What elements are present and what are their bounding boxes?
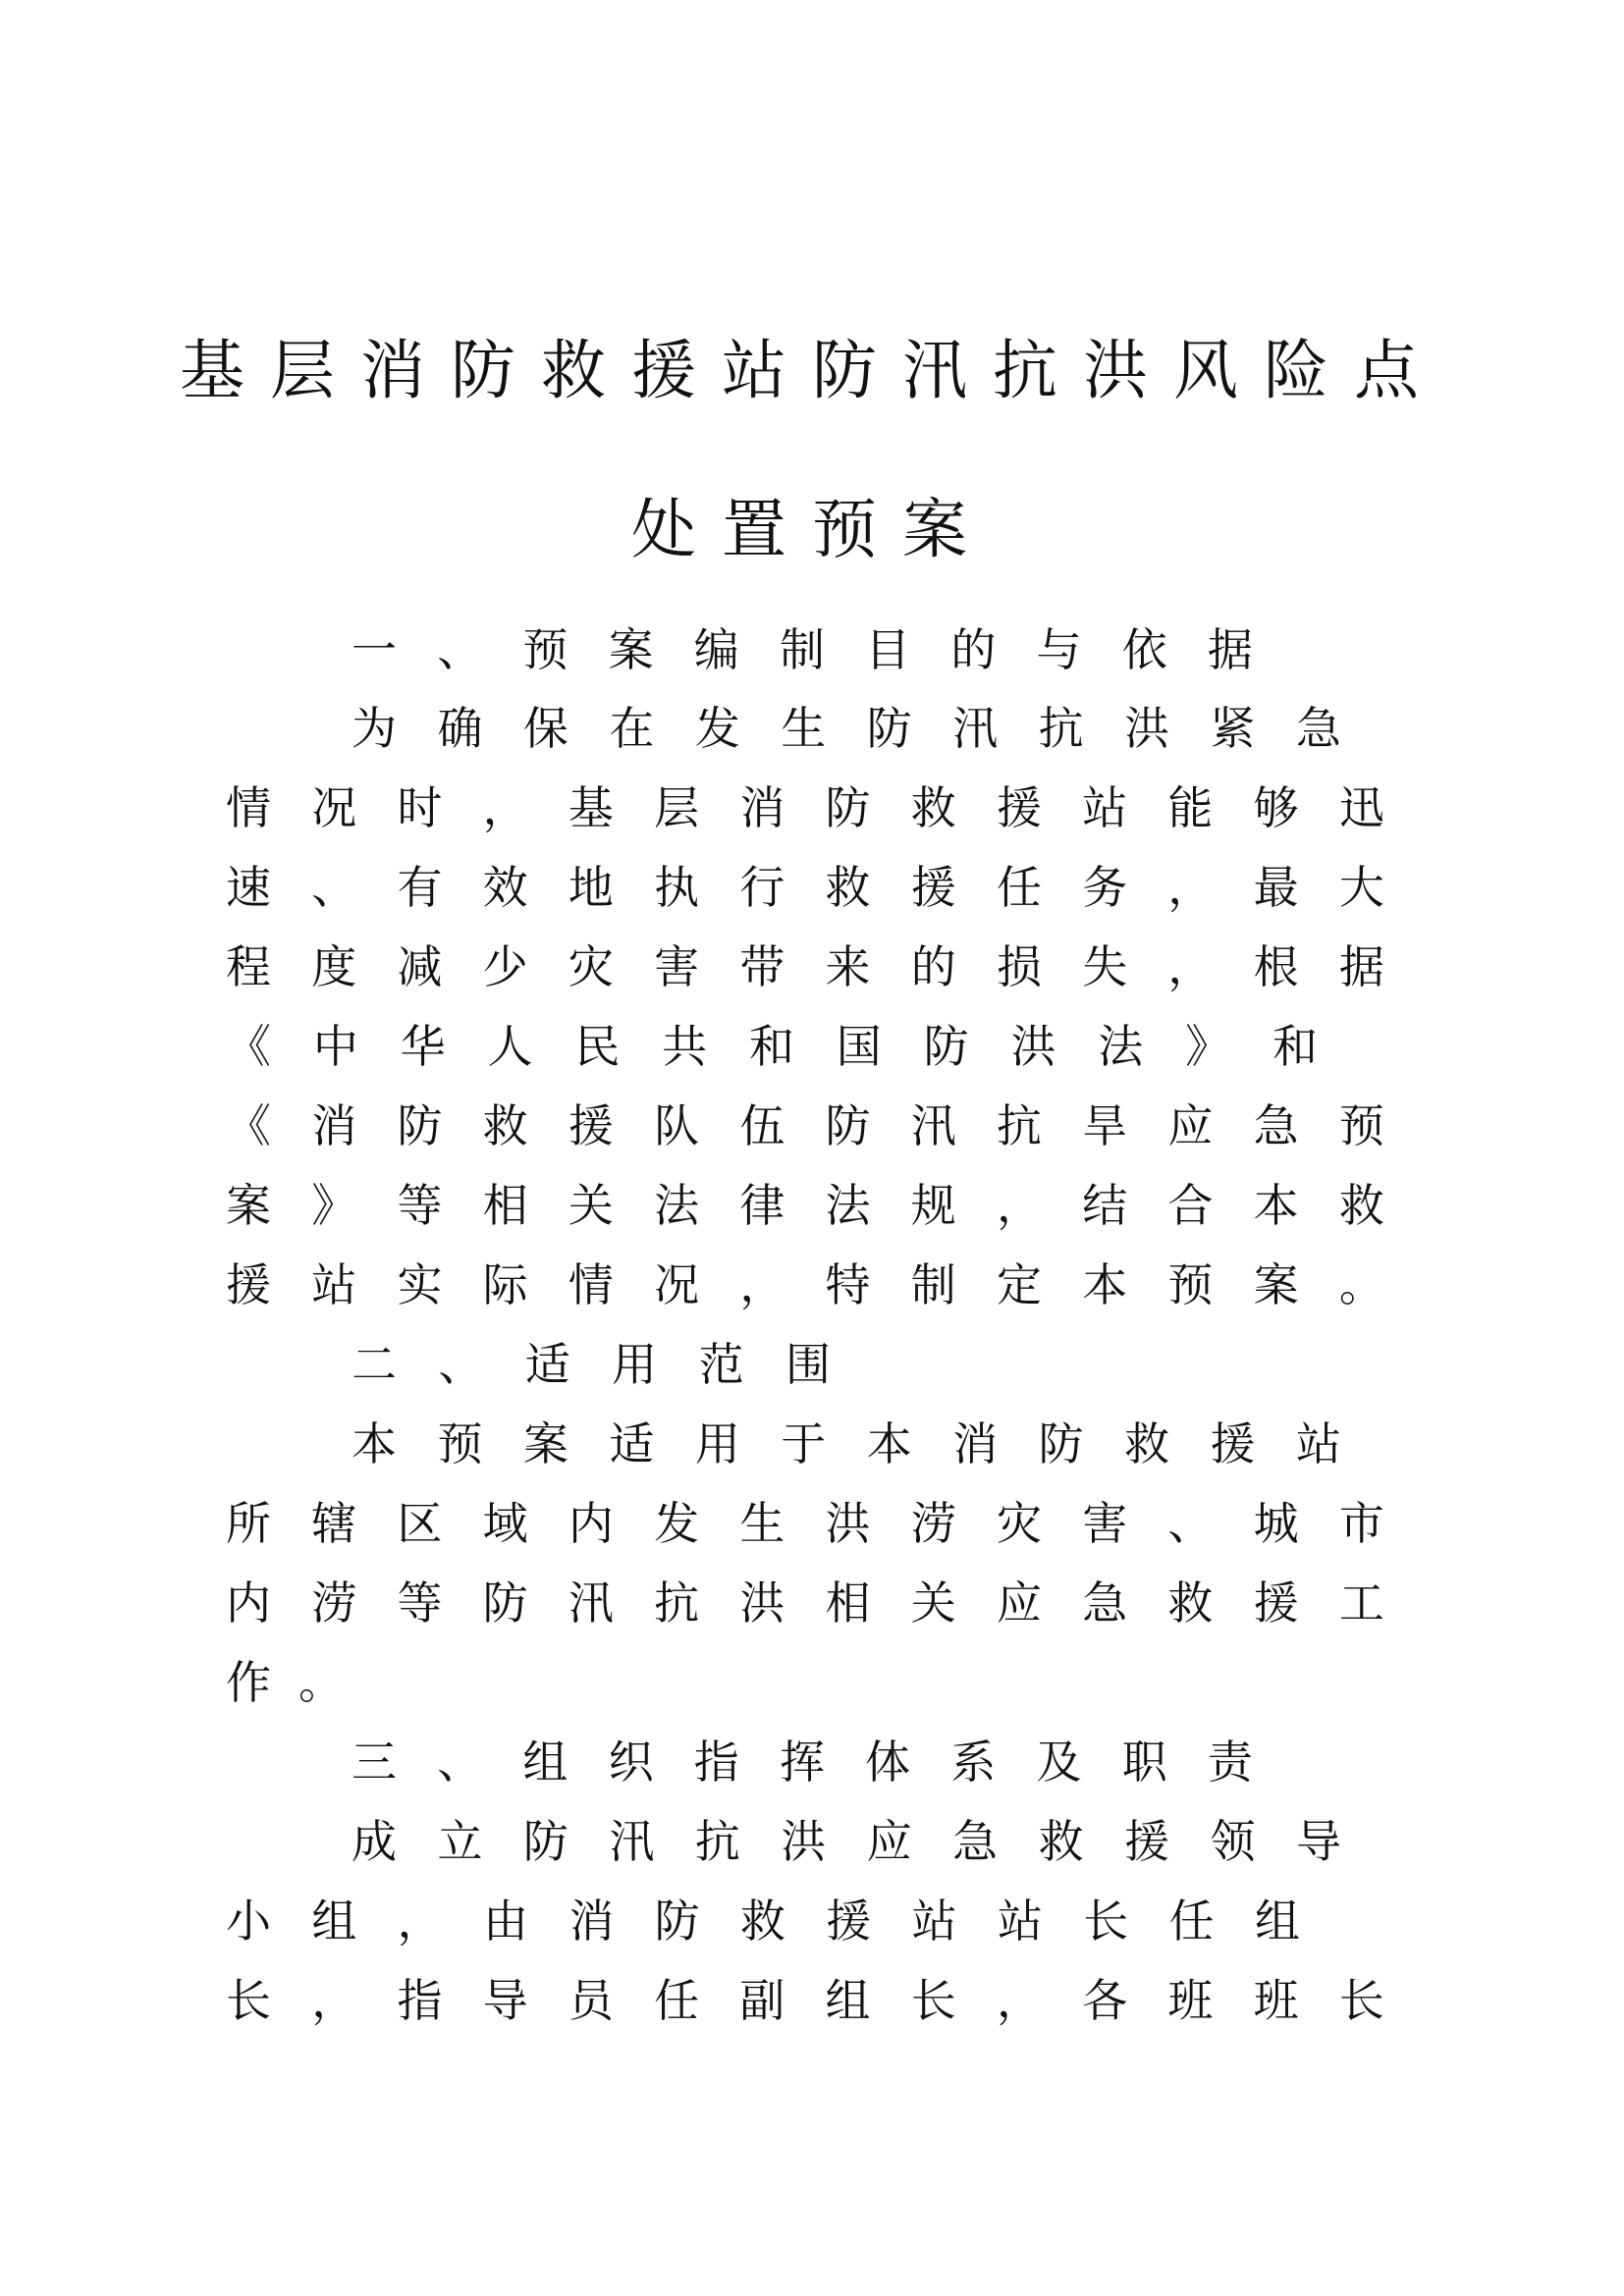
character: 度 bbox=[311, 940, 357, 993]
character: 防 bbox=[825, 1099, 871, 1152]
character: 三 bbox=[352, 1735, 397, 1789]
character: 救 bbox=[825, 861, 871, 914]
paragraph-line bbox=[226, 1176, 1384, 1235]
character: 所 bbox=[226, 1497, 271, 1550]
character: 适 bbox=[609, 1417, 655, 1470]
character: 和 bbox=[748, 1020, 794, 1073]
character: 组 bbox=[522, 1735, 568, 1789]
character: 任 bbox=[654, 1974, 700, 2027]
character: 生 bbox=[781, 702, 827, 755]
character: 涝 bbox=[910, 1497, 956, 1550]
character: 情 bbox=[568, 1258, 614, 1311]
character: 消 bbox=[311, 1099, 357, 1152]
character: 汛 bbox=[910, 1099, 956, 1152]
character: 职 bbox=[1121, 1735, 1167, 1789]
paragraph-line bbox=[226, 1653, 344, 1712]
character: 涝 bbox=[311, 1576, 357, 1629]
character: 据 bbox=[1207, 623, 1253, 676]
character: 确 bbox=[437, 702, 483, 755]
character: 体 bbox=[865, 1735, 911, 1789]
character: 为 bbox=[352, 702, 397, 755]
character: 和 bbox=[1272, 1020, 1318, 1073]
character: 围 bbox=[785, 1338, 831, 1391]
character: 系 bbox=[950, 1735, 997, 1789]
character: 织 bbox=[608, 1735, 654, 1789]
character: 实 bbox=[397, 1258, 443, 1311]
character: 紧 bbox=[1210, 702, 1256, 755]
character: 带 bbox=[739, 940, 785, 993]
paragraph-line bbox=[226, 1096, 1384, 1155]
character: 区 bbox=[397, 1497, 443, 1550]
character: 员 bbox=[568, 1974, 614, 2027]
character: 小 bbox=[226, 1895, 271, 1948]
character: 法 bbox=[1098, 1020, 1144, 1073]
character: 长 bbox=[226, 1974, 271, 2027]
character: 发 bbox=[694, 702, 740, 755]
character: 灾 bbox=[568, 940, 614, 993]
character: 、 bbox=[437, 623, 483, 676]
character: ， bbox=[1167, 940, 1214, 993]
character: 。 bbox=[1338, 1258, 1384, 1311]
character: 汛 bbox=[609, 1815, 655, 1868]
character: 救 bbox=[739, 1895, 785, 1948]
character: 法 bbox=[654, 1179, 700, 1232]
character: 在 bbox=[609, 702, 655, 755]
character: 救 bbox=[1338, 1179, 1384, 1232]
character: 特 bbox=[825, 1258, 871, 1311]
character: 制 bbox=[779, 623, 825, 676]
character: 的 bbox=[910, 940, 956, 993]
character: 定 bbox=[996, 1258, 1042, 1311]
character: 与 bbox=[1036, 623, 1082, 676]
character: 域 bbox=[482, 1497, 528, 1550]
character: 基 bbox=[568, 781, 614, 834]
character: 编 bbox=[693, 623, 739, 676]
character: 有 bbox=[397, 861, 443, 914]
character: 消 bbox=[739, 781, 785, 834]
character: 洪 bbox=[1010, 1020, 1056, 1073]
character: 预 bbox=[1167, 1258, 1214, 1311]
character: 害 bbox=[1082, 1497, 1128, 1550]
paragraph-line bbox=[352, 699, 1341, 758]
character: 防 bbox=[482, 1576, 528, 1629]
character: 站 bbox=[997, 1895, 1043, 1948]
character: ， bbox=[996, 1974, 1042, 2027]
character: 失 bbox=[1082, 940, 1128, 993]
character: 二 bbox=[352, 1338, 397, 1391]
character: 相 bbox=[825, 1576, 871, 1629]
character: 人 bbox=[487, 1020, 533, 1073]
character: 华 bbox=[400, 1020, 446, 1073]
character: 适 bbox=[524, 1338, 570, 1391]
character: 内 bbox=[568, 1497, 614, 1550]
character: 组 bbox=[825, 1974, 871, 2027]
character: 来 bbox=[825, 940, 871, 993]
character: 防 bbox=[923, 1020, 969, 1073]
character: 法 bbox=[825, 1179, 871, 1232]
character: ， bbox=[1167, 861, 1214, 914]
character: 范 bbox=[698, 1338, 744, 1391]
character: 防 bbox=[397, 1099, 443, 1152]
character: 时 bbox=[397, 781, 443, 834]
character: 导 bbox=[482, 1974, 528, 2027]
character: 援 bbox=[1124, 1815, 1170, 1868]
character: 消 bbox=[952, 1417, 999, 1470]
character: 。 bbox=[298, 1656, 344, 1709]
character: 、 bbox=[1167, 1497, 1214, 1550]
character: 抗 bbox=[654, 1576, 700, 1629]
character: 用 bbox=[612, 1338, 658, 1391]
character: 》 bbox=[1185, 1020, 1231, 1073]
character: 长 bbox=[1338, 1974, 1384, 2027]
character: 防 bbox=[825, 781, 871, 834]
character: ， bbox=[996, 1179, 1042, 1232]
section-heading-2 bbox=[352, 1335, 831, 1394]
paragraph-line bbox=[226, 858, 1384, 917]
character: 救 bbox=[910, 781, 956, 834]
character: 执 bbox=[654, 861, 700, 914]
character: 够 bbox=[1253, 781, 1299, 834]
character: 规 bbox=[910, 1179, 956, 1232]
character: 行 bbox=[739, 861, 785, 914]
character: 本 bbox=[352, 1417, 397, 1470]
paragraph-line bbox=[226, 1494, 1384, 1553]
character: 情 bbox=[226, 781, 271, 834]
character: 援 bbox=[226, 1258, 271, 1311]
character: 》 bbox=[311, 1179, 357, 1232]
character: 层 bbox=[654, 781, 700, 834]
character: 辖 bbox=[311, 1497, 357, 1550]
character: 班 bbox=[1253, 1974, 1299, 2027]
paragraph-line bbox=[226, 937, 1384, 996]
character: 作 bbox=[226, 1656, 271, 1709]
character: 援 bbox=[910, 861, 956, 914]
character: 消 bbox=[568, 1895, 615, 1948]
character: 根 bbox=[1253, 940, 1299, 993]
character: 效 bbox=[482, 861, 528, 914]
character: 预 bbox=[1338, 1099, 1384, 1152]
character: 发 bbox=[654, 1497, 700, 1550]
character: 能 bbox=[1167, 781, 1214, 834]
character: 等 bbox=[397, 1179, 443, 1232]
character: 案 bbox=[226, 1179, 271, 1232]
character: 内 bbox=[226, 1576, 271, 1629]
paragraph-line bbox=[226, 1574, 1384, 1632]
document-title-line-1: 基层消防救援站防汛抗洪风险点 bbox=[180, 333, 1444, 408]
character: 预 bbox=[522, 623, 568, 676]
character: 国 bbox=[836, 1020, 882, 1073]
character: 防 bbox=[654, 1895, 700, 1948]
character: 制 bbox=[910, 1258, 956, 1311]
character: 副 bbox=[739, 1974, 785, 2027]
character: ， bbox=[482, 781, 528, 834]
character: 据 bbox=[1338, 940, 1384, 993]
character: 导 bbox=[1295, 1815, 1341, 1868]
character: ， bbox=[397, 1895, 443, 1948]
character: 迅 bbox=[1338, 781, 1384, 834]
character: 站 bbox=[311, 1258, 357, 1311]
character: 关 bbox=[910, 1576, 956, 1629]
character: 组 bbox=[311, 1895, 357, 1948]
character: 伍 bbox=[739, 1099, 785, 1152]
character: 本 bbox=[1253, 1179, 1299, 1232]
character: 急 bbox=[1253, 1099, 1299, 1152]
character: 工 bbox=[1338, 1576, 1384, 1629]
character: 生 bbox=[739, 1497, 785, 1550]
character: 保 bbox=[522, 702, 568, 755]
character: 合 bbox=[1167, 1179, 1214, 1232]
character: 援 bbox=[1253, 1576, 1299, 1629]
character: 应 bbox=[996, 1576, 1042, 1629]
character: 及 bbox=[1036, 1735, 1082, 1789]
paragraph-line bbox=[226, 1017, 1318, 1076]
character: ， bbox=[311, 1974, 357, 2027]
character: 汛 bbox=[952, 702, 999, 755]
character: 洪 bbox=[781, 1815, 827, 1868]
character: 中 bbox=[312, 1020, 358, 1073]
character: 务 bbox=[1082, 861, 1128, 914]
character: 目 bbox=[865, 623, 911, 676]
character: 、 bbox=[438, 1338, 484, 1391]
character: 站 bbox=[1295, 1417, 1341, 1470]
paragraph-line bbox=[352, 1812, 1341, 1871]
paragraph-line bbox=[352, 1415, 1341, 1473]
character: 、 bbox=[311, 861, 357, 914]
character: 洪 bbox=[1124, 702, 1170, 755]
character: 地 bbox=[568, 861, 614, 914]
character: 旱 bbox=[1082, 1099, 1128, 1152]
character: 急 bbox=[952, 1815, 999, 1868]
character: 况 bbox=[654, 1258, 700, 1311]
character: 《 bbox=[226, 1099, 271, 1152]
character: 少 bbox=[482, 940, 528, 993]
character: 一 bbox=[352, 623, 397, 676]
character: 用 bbox=[694, 1417, 740, 1470]
character: 抗 bbox=[996, 1099, 1042, 1152]
character: 长 bbox=[1083, 1895, 1129, 1948]
character: 律 bbox=[739, 1179, 785, 1232]
character: 程 bbox=[226, 940, 271, 993]
character: 《 bbox=[226, 1020, 271, 1073]
character: 立 bbox=[437, 1815, 483, 1868]
character: 案 bbox=[608, 623, 654, 676]
paragraph-line bbox=[226, 1892, 1300, 1950]
character: 防 bbox=[1038, 1417, 1084, 1470]
character: 汛 bbox=[568, 1576, 614, 1629]
character: 结 bbox=[1082, 1179, 1128, 1232]
character: 关 bbox=[568, 1179, 614, 1232]
character: 组 bbox=[1254, 1895, 1300, 1948]
paragraph-line bbox=[226, 1971, 1384, 2030]
character: 援 bbox=[996, 781, 1042, 834]
character: 挥 bbox=[779, 1735, 825, 1789]
character: 指 bbox=[693, 1735, 739, 1789]
character: 防 bbox=[866, 702, 912, 755]
character: 应 bbox=[866, 1815, 912, 1868]
character: 大 bbox=[1338, 861, 1384, 914]
character: 班 bbox=[1167, 1974, 1214, 2027]
character: 速 bbox=[226, 861, 271, 914]
character: 灾 bbox=[996, 1497, 1042, 1550]
character: 害 bbox=[654, 940, 700, 993]
section-heading-3 bbox=[352, 1733, 1253, 1791]
character: 、 bbox=[437, 1735, 483, 1789]
character: 依 bbox=[1121, 623, 1167, 676]
character: 共 bbox=[662, 1020, 708, 1073]
character: 由 bbox=[482, 1895, 528, 1948]
character: 等 bbox=[397, 1576, 443, 1629]
character: 抗 bbox=[1038, 702, 1084, 755]
character: 防 bbox=[522, 1815, 568, 1868]
character: 最 bbox=[1253, 861, 1299, 914]
character: 队 bbox=[654, 1099, 700, 1152]
character: 预 bbox=[437, 1417, 483, 1470]
character: 的 bbox=[950, 623, 997, 676]
character: 站 bbox=[1082, 781, 1128, 834]
character: 站 bbox=[911, 1895, 957, 1948]
character: 长 bbox=[910, 1974, 956, 2027]
character: 况 bbox=[311, 781, 357, 834]
character: 抗 bbox=[694, 1815, 740, 1868]
character: 指 bbox=[397, 1974, 443, 2027]
character: 应 bbox=[1167, 1099, 1214, 1152]
character: 于 bbox=[781, 1417, 827, 1470]
character: 援 bbox=[826, 1895, 872, 1948]
character: 本 bbox=[1082, 1258, 1128, 1311]
character: 洪 bbox=[825, 1497, 871, 1550]
paragraph-line bbox=[226, 778, 1384, 837]
character: 相 bbox=[482, 1179, 528, 1232]
character: 减 bbox=[397, 940, 443, 993]
character: 成 bbox=[352, 1815, 397, 1868]
character: 洪 bbox=[739, 1576, 785, 1629]
character: 民 bbox=[574, 1020, 621, 1073]
character: 救 bbox=[1038, 1815, 1084, 1868]
section-heading-1 bbox=[352, 620, 1253, 679]
character: 任 bbox=[1168, 1895, 1215, 1948]
character: 领 bbox=[1210, 1815, 1256, 1868]
character: 际 bbox=[482, 1258, 528, 1311]
character: 救 bbox=[1124, 1417, 1170, 1470]
character: 案 bbox=[1253, 1258, 1299, 1311]
character: 任 bbox=[996, 861, 1042, 914]
character: 援 bbox=[1210, 1417, 1256, 1470]
character: 救 bbox=[1167, 1576, 1214, 1629]
paragraph-line bbox=[226, 1255, 1384, 1314]
character: 城 bbox=[1253, 1497, 1299, 1550]
character: 市 bbox=[1338, 1497, 1384, 1550]
character: 援 bbox=[568, 1099, 614, 1152]
character: 各 bbox=[1082, 1974, 1128, 2027]
character: 救 bbox=[482, 1099, 528, 1152]
character: ， bbox=[739, 1258, 785, 1311]
character: 急 bbox=[1295, 702, 1341, 755]
character: 急 bbox=[1082, 1576, 1128, 1629]
character: 责 bbox=[1207, 1735, 1253, 1789]
character: 本 bbox=[866, 1417, 912, 1470]
character: 损 bbox=[996, 940, 1042, 993]
document-title-line-2: 处置预案 bbox=[631, 492, 993, 567]
character: 案 bbox=[522, 1417, 568, 1470]
